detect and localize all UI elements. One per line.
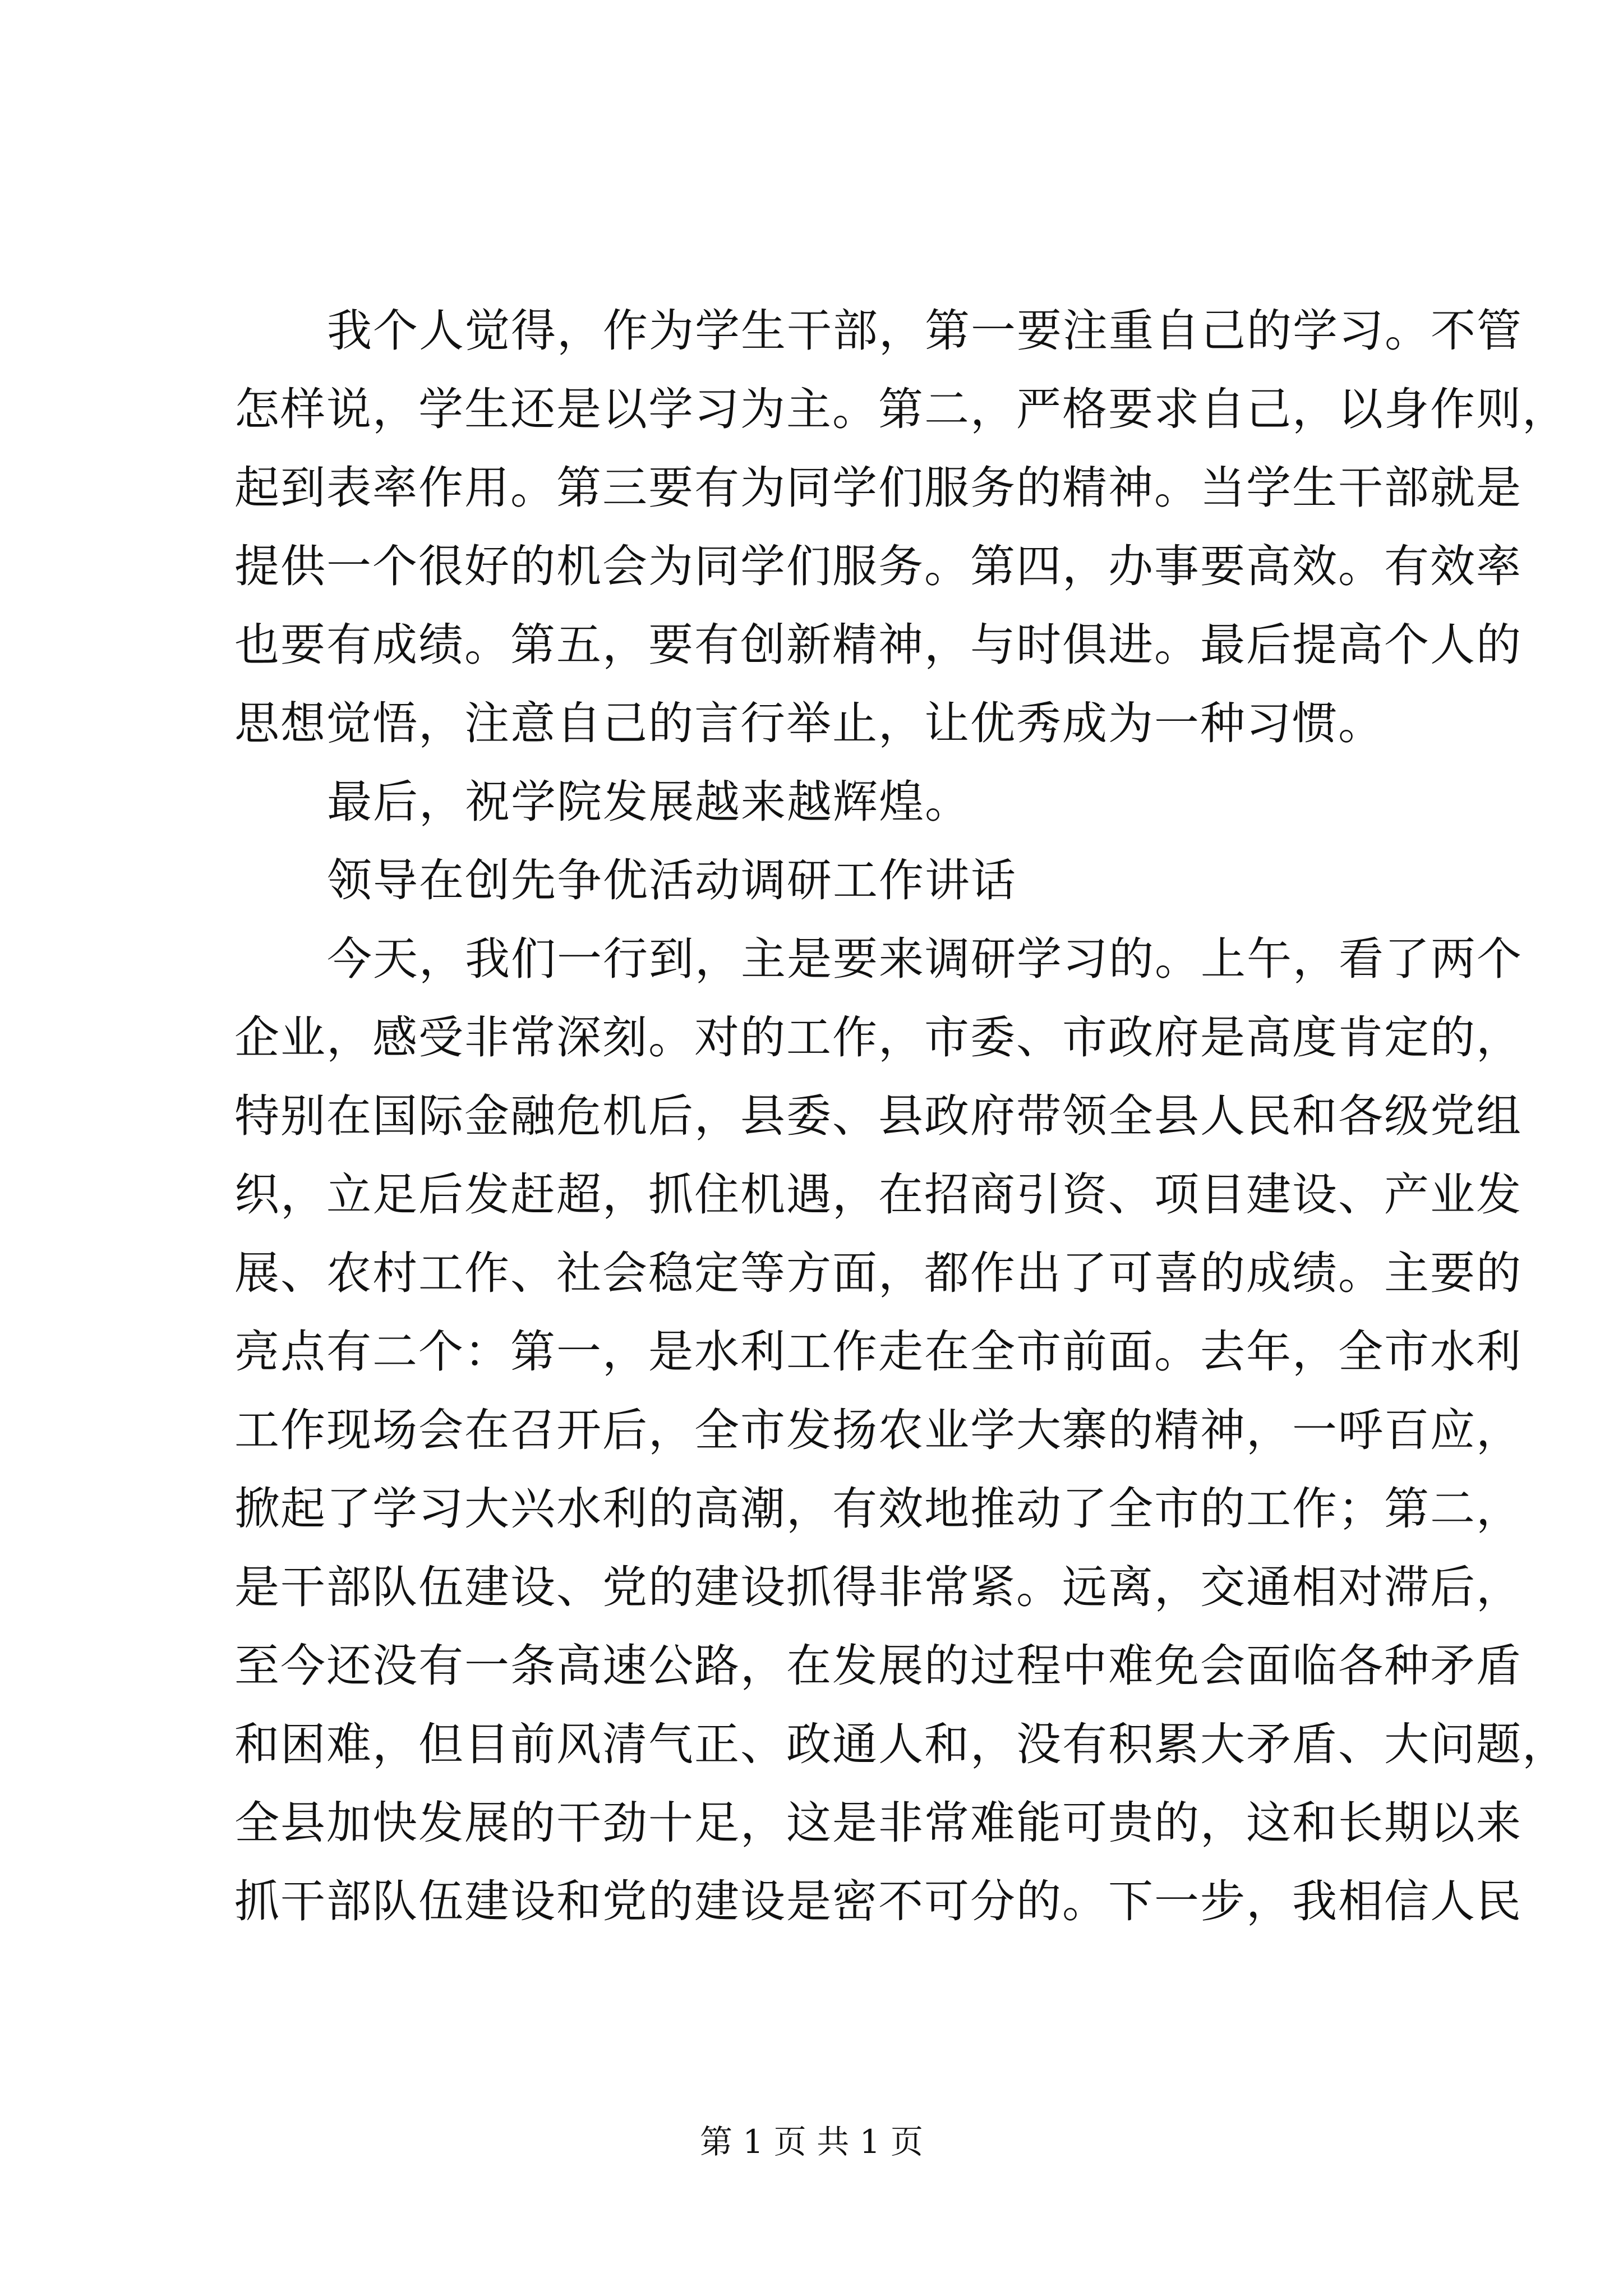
paragraph-line: 我个人觉得，作为学生干部，第一要注重自己的学习。不管 <box>327 305 1523 357</box>
paragraph-line: 今天，我们一行到，主是要来调研学习的。上午，看了两个 <box>327 933 1523 985</box>
paragraph-line: 至今还没有一条高速公路，在发展的过程中难免会面临各种矛盾 <box>234 1640 1522 1692</box>
paragraph-line: 全县加快发展的干劲十足，这是非常难能可贵的，这和长期以来 <box>234 1797 1522 1849</box>
paragraph-line: 亮点有二个：第一，是水利工作走在全市前面。去年，全市水利 <box>234 1326 1522 1378</box>
paragraph-line: 思想觉悟，注意自己的言行举止，让优秀成为一种习惯。 <box>234 697 1384 749</box>
paragraph-line: 织，立足后发赶超，抓住机遇，在招商引资、项目建设、产业发 <box>234 1168 1522 1221</box>
document-body <box>234 292 1568 1941</box>
paragraph-line: 工作现场会在召开后，全市发扬农业学大寨的精神，一呼百应， <box>234 1404 1522 1456</box>
paragraph-line: 起到表率作用。第三要有为同学们服务的精神。当学生干部就是 <box>234 462 1522 514</box>
paragraph-line: 企业，感受非常深刻。对的工作，市委、市政府是高度肯定的， <box>234 1011 1522 1064</box>
paragraph-line: 提供一个很好的机会为同学们服务。第四，办事要高效。有效率 <box>234 540 1522 592</box>
paragraph-line: 特别在国际金融危机后，县委、县政府带领全县人民和各级党组 <box>234 1090 1522 1142</box>
paragraph-line: 怎样说，学生还是以学习为主。第二，严格要求自己，以身作则， <box>234 383 1568 435</box>
paragraph-line: 掀起了学习大兴水利的高潮，有效地推动了全市的工作；第二， <box>234 1483 1522 1535</box>
paragraph-line: 展、农村工作、社会稳定等方面，都作出了可喜的成绩。主要的 <box>234 1247 1522 1299</box>
paragraph-line: 也要有成绩。第五，要有创新精神，与时俱进。最后提高个人的 <box>234 619 1522 671</box>
paragraph-line: 和困难，但目前风清气正、政通人和，没有积累大矛盾、大问题， <box>234 1718 1568 1770</box>
speech-title: 领导在创先争优活动调研工作讲话 <box>327 854 1017 907</box>
closing-line: 最后，祝学院发展越来越辉煌。 <box>327 776 971 828</box>
paragraph-line: 抓干部队伍建设和党的建设是密不可分的。下一步，我相信人民 <box>234 1875 1522 1927</box>
page-footer: 第 1 页 共 1 页 <box>700 2123 923 2161</box>
paragraph-line: 是干部队伍建设、党的建设抓得非常紧。远离，交通相对滞后， <box>234 1561 1522 1613</box>
